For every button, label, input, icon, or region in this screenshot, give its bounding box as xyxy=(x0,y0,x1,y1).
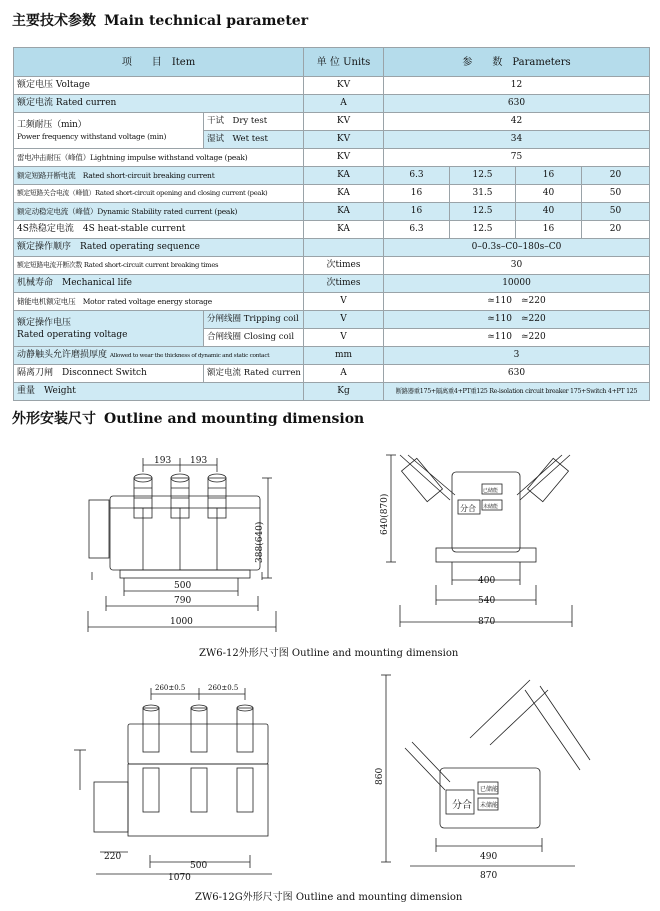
header-units: 单 位 Units xyxy=(304,48,384,77)
row-value: 630 xyxy=(384,365,650,383)
status-label: 未储能 xyxy=(480,802,499,809)
dim-label: 260±0.5 xyxy=(208,684,239,692)
section-title-cn: 外形安装尺寸 xyxy=(12,411,96,427)
row-item: 4S热稳定电流 4S heat-stable current xyxy=(14,221,304,239)
switch-label: 分合 xyxy=(460,504,476,513)
row-value: 630 xyxy=(384,95,650,113)
fig1-caption: ZW6-12外形尺寸图 Outline and mounting dimension xyxy=(199,648,459,659)
row-item: 隔离刀闸 Disconnect Switch xyxy=(14,365,204,383)
row-value: ≃110 ≃220 xyxy=(384,311,650,329)
dim-label: 220 xyxy=(104,852,122,862)
dim-label: 640(870) xyxy=(380,493,390,535)
fig2-side-view xyxy=(381,675,590,866)
section-title-en: Main technical parameter xyxy=(104,13,309,29)
breaker-tank xyxy=(128,724,268,764)
row-unit: A xyxy=(304,95,384,113)
switch-label: 分合 xyxy=(452,800,472,811)
row-value: 50 xyxy=(582,203,650,221)
row-value: 42 xyxy=(384,113,650,131)
row-unit: 次times xyxy=(304,275,384,293)
row-unit: mm xyxy=(304,347,384,365)
row-subitem: 合闸线圈 Closing coil xyxy=(204,329,304,347)
row-unit: 次times xyxy=(304,257,384,275)
dim-label: 193 xyxy=(154,456,172,466)
dim-label: 193 xyxy=(190,456,208,466)
row-subitem: 湿试 Wet test xyxy=(204,131,304,149)
row-item: 额定操作电压 Rated operating voltage xyxy=(14,311,204,347)
dim-label: 500 xyxy=(190,861,208,871)
header-parameters: 参 数 Parameters xyxy=(384,48,650,77)
row-unit: KA xyxy=(304,167,384,185)
mechanism-box xyxy=(89,500,109,558)
mechanism-box xyxy=(94,782,128,832)
row-item: 额定动稳定电流（峰值）Dynamic Stability rated current (peak) xyxy=(14,203,304,221)
row-unit: KV xyxy=(304,113,384,131)
row-item: 储能电机额定电压 Motor rated voltage energy storage xyxy=(14,293,304,311)
row-value: 断路器重175+隔离重4+PT重125 Re-isolation circuit breaker 175+Switch 4+PT 125 xyxy=(384,383,650,401)
fig2-caption: ZW6-12G外形尺寸图 Outline and mounting dimension xyxy=(195,892,463,903)
breaker-tank xyxy=(110,496,260,570)
header-item: 项 目 Item xyxy=(14,48,304,77)
row-value: ≃110 ≃220 xyxy=(384,293,650,311)
dim-label: 500 xyxy=(174,581,192,591)
row-item: 雷电冲击耐压（峰值）Lightning impulse withstand voltage (peak) xyxy=(14,149,304,167)
row-subitem: 分闸线圈 Tripping coil xyxy=(204,311,304,329)
dim-label: 860 xyxy=(375,767,385,785)
dim-label: 790 xyxy=(174,596,192,606)
fig2-front-labels xyxy=(104,684,238,883)
row-value: 31.5 xyxy=(450,185,516,203)
row-value: 10000 xyxy=(384,275,650,293)
row-item: 机械寿命 Mechanical life xyxy=(14,275,304,293)
row-unit: KV xyxy=(304,77,384,95)
row-value: 16 xyxy=(384,203,450,221)
row-value: 50 xyxy=(582,185,650,203)
section-title-en: Outline and mounting dimension xyxy=(104,411,365,427)
row-unit: V xyxy=(304,329,384,347)
row-subitem: 干试 Dry test xyxy=(204,113,304,131)
dim-label: 870 xyxy=(478,617,496,627)
row-value: 75 xyxy=(384,149,650,167)
dim-label: 870 xyxy=(480,871,498,881)
row-subitem: 额定电流 Rated curren xyxy=(204,365,304,383)
row-unit: V xyxy=(304,293,384,311)
status-label: 已储能 xyxy=(480,786,499,793)
row-value: 12 xyxy=(384,77,650,95)
fig2-side-labels xyxy=(375,768,498,881)
row-value: 16 xyxy=(516,167,582,185)
dim-label: 1000 xyxy=(170,617,193,627)
row-item: 额定短路开断电流 Rated short-circuit breaking current xyxy=(14,167,304,185)
section-title-cn: 主要技术参数 xyxy=(12,13,96,29)
row-value: 34 xyxy=(384,131,650,149)
row-value: 12.5 xyxy=(450,221,516,239)
row-value: 3 xyxy=(384,347,650,365)
row-value: 40 xyxy=(516,185,582,203)
row-value: 30 xyxy=(384,257,650,275)
row-item: 重量 Weight xyxy=(14,383,304,401)
row-value: 20 xyxy=(582,167,650,185)
row-value: 6.3 xyxy=(384,221,450,239)
row-value: 0–0.3s–C0–180s–C0 xyxy=(384,239,650,257)
row-unit: KV xyxy=(304,149,384,167)
dim-label: 1070 xyxy=(168,873,191,883)
row-unit: V xyxy=(304,311,384,329)
row-value: 16 xyxy=(516,221,582,239)
row-value: 6.3 xyxy=(384,167,450,185)
row-value: ≃110 ≃220 xyxy=(384,329,650,347)
row-unit: KA xyxy=(304,203,384,221)
row-item: 额定操作顺序 Rated operating sequence xyxy=(14,239,304,257)
row-item: 额定短路电流开断次数 Rated short-circuit current breaking times xyxy=(14,257,304,275)
status-label: 已储能 xyxy=(483,488,499,494)
dim-label: 490 xyxy=(480,852,498,862)
row-item: 额定短路关合电流（峰值）Rated short-circuit opening and closing current (peak) xyxy=(14,185,304,203)
row-unit: KV xyxy=(304,131,384,149)
row-unit: Kg xyxy=(304,383,384,401)
row-unit: KA xyxy=(304,185,384,203)
fig2-front-view xyxy=(74,688,272,874)
row-value: 40 xyxy=(516,203,582,221)
row-value: 12.5 xyxy=(450,167,516,185)
row-item: 额定电流 Rated curren xyxy=(14,95,304,113)
row-item: 工频耐压（min） Power frequency withstand voltage (min) xyxy=(14,113,204,149)
row-unit: KA xyxy=(304,221,384,239)
row-value: 20 xyxy=(582,221,650,239)
row-unit: A xyxy=(304,365,384,383)
dim-label: 260±0.5 xyxy=(155,684,186,692)
status-label: 未储能 xyxy=(483,504,499,510)
dim-label: 388(640) xyxy=(255,521,265,563)
dim-label: 400 xyxy=(478,576,496,586)
row-value: 12.5 xyxy=(450,203,516,221)
row-item: 动静触头允许磨损厚度 Allowed to wear the thickness of dynamic and static contact xyxy=(14,347,304,365)
row-item: 额定电压 Voltage xyxy=(14,77,304,95)
dim-label: 540 xyxy=(478,596,496,606)
row-value: 16 xyxy=(384,185,450,203)
